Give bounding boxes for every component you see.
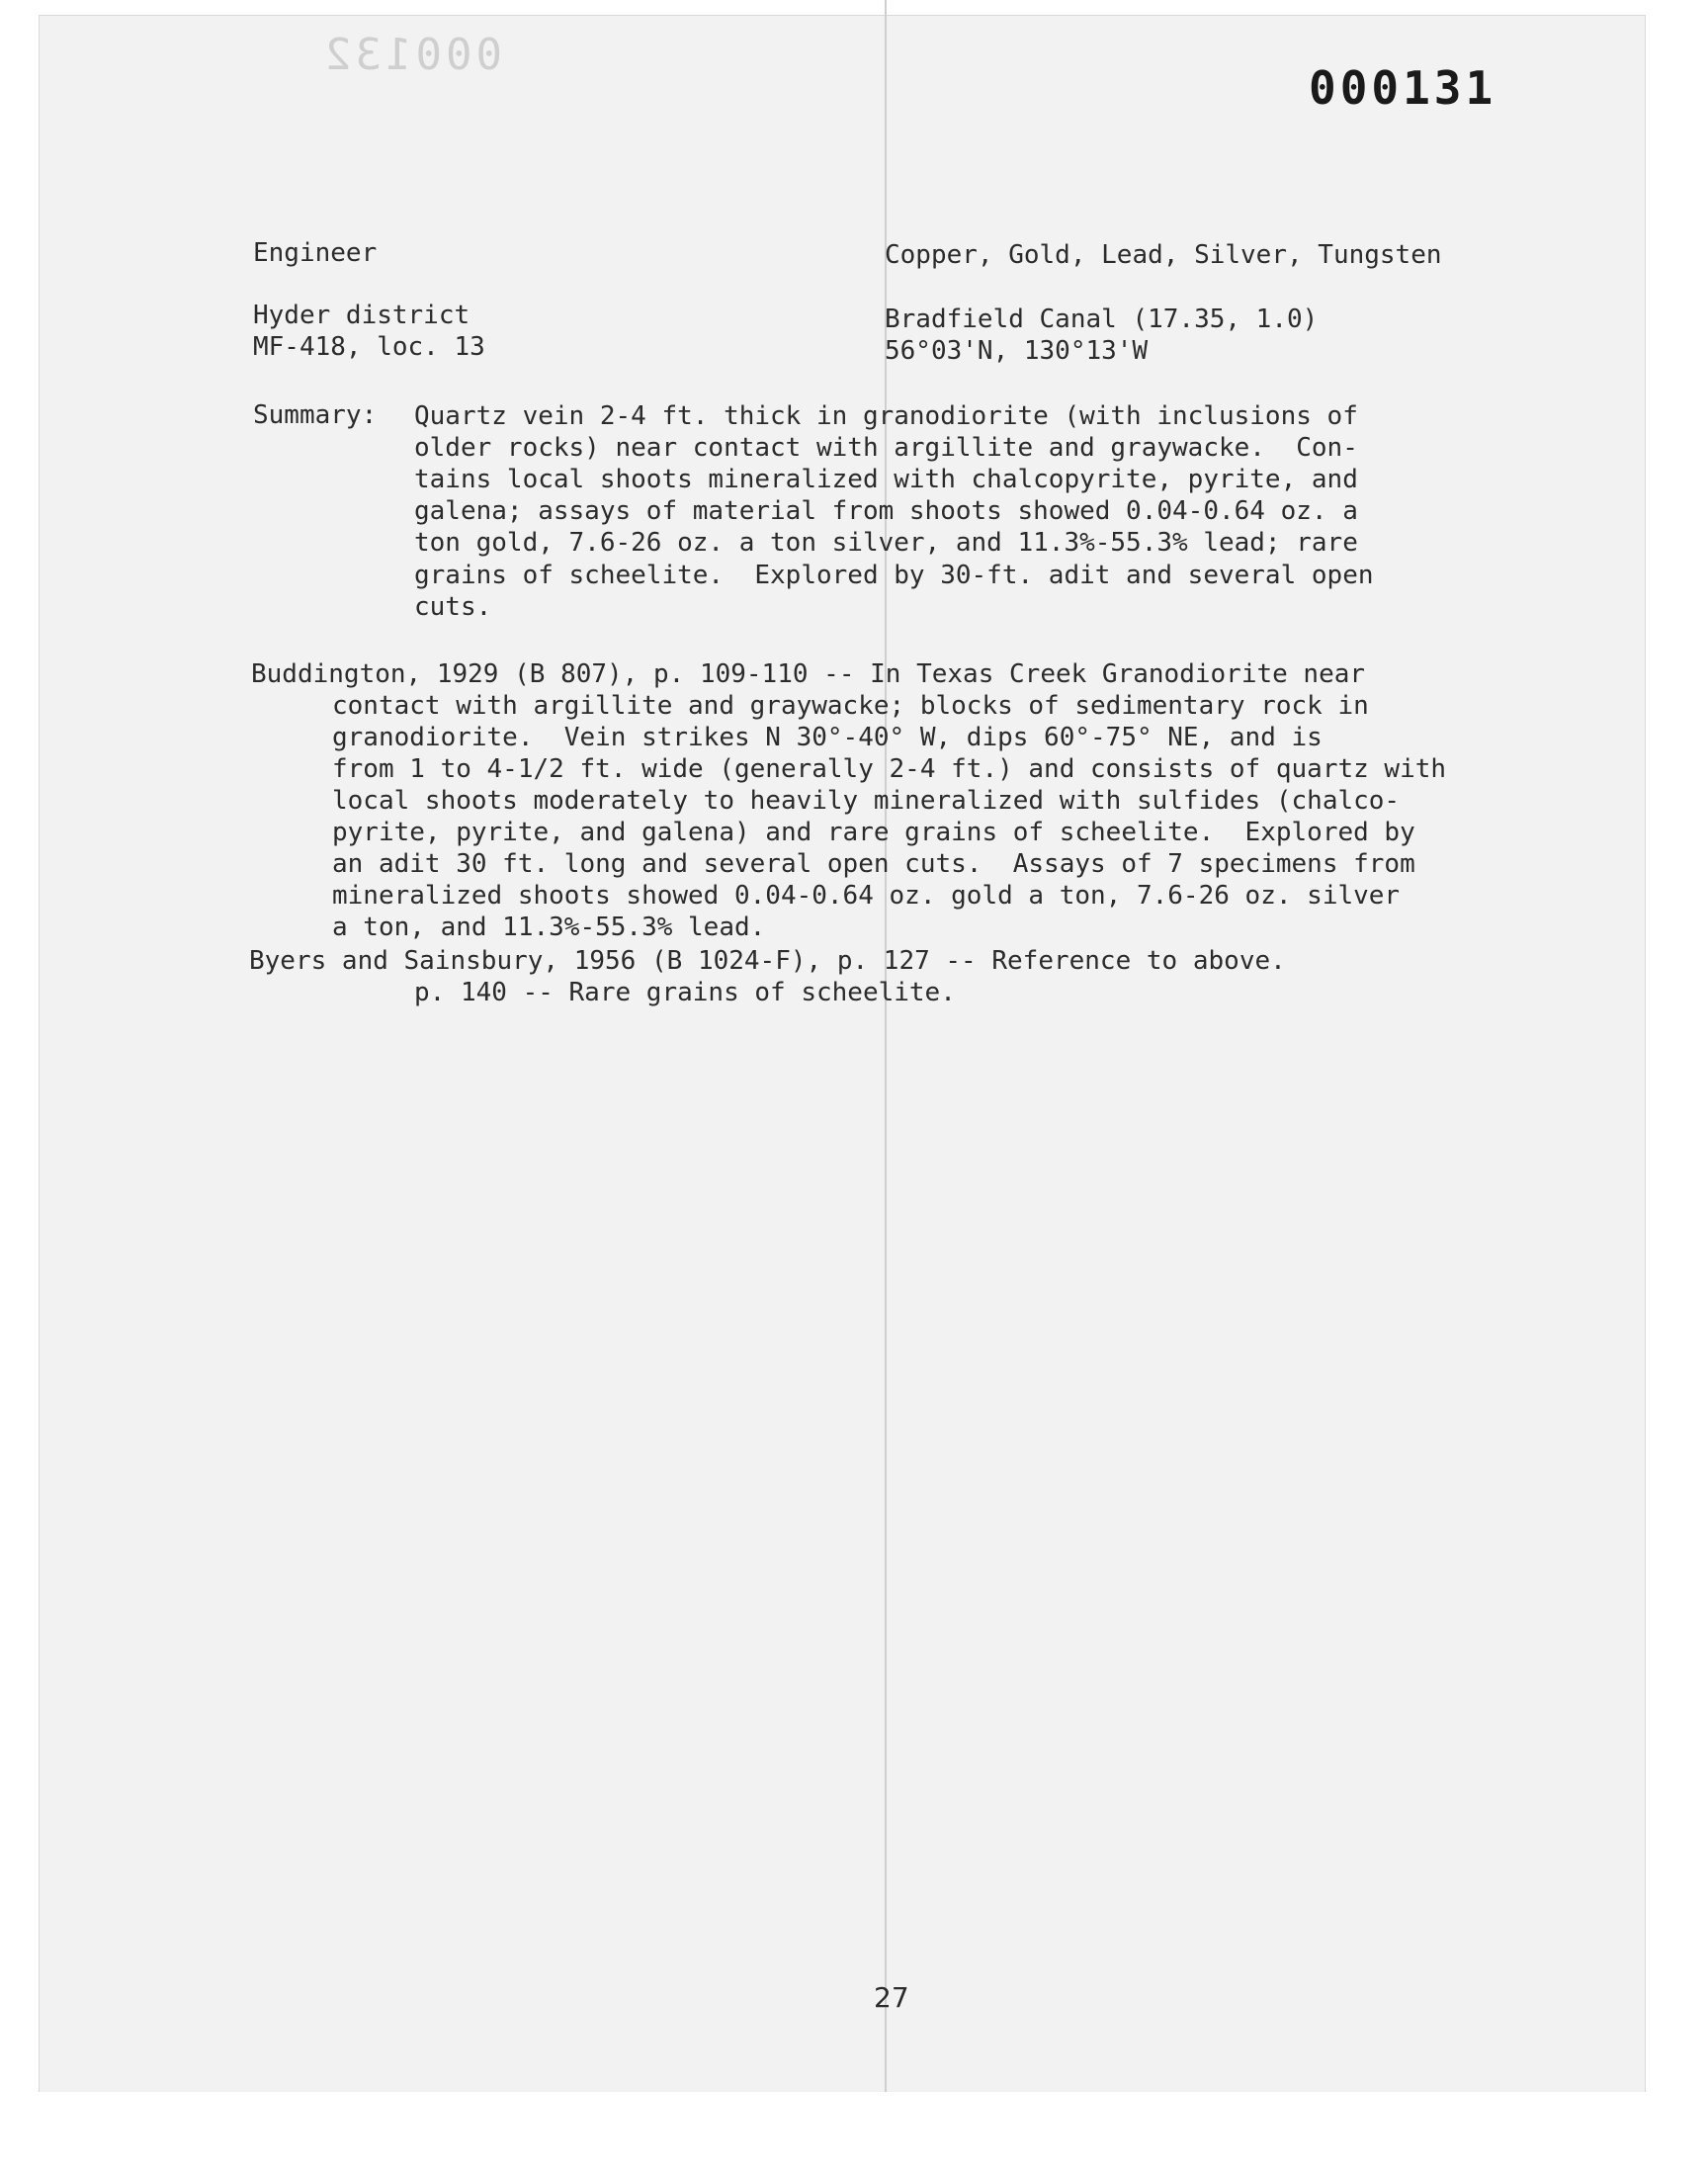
summary-line: galena; assays of material from shoots showed 0.04-0.64 oz. a — [414, 496, 1358, 526]
commodities: Copper, Gold, Lead, Silver, Tungsten — [885, 240, 1442, 270]
reference-line: pyrite, pyrite, and galena) and rare grains of scheelite. Explored by — [332, 818, 1415, 847]
summary-line: grains of scheelite. Explored by 30-ft. adit and several open — [414, 561, 1374, 590]
reference-line: a ton, and 11.3%-55.3% lead. — [332, 913, 766, 942]
quadrangle: Bradfield Canal (17.35, 1.0) — [885, 304, 1319, 334]
map-reference: MF-418, loc. 13 — [253, 332, 485, 362]
district: Hyder district — [253, 301, 470, 330]
reference-line: an adit 30 ft. long and several open cuts. Assays of 7 specimens from — [332, 849, 1415, 879]
summary-line: Quartz vein 2-4 ft. thick in granodiorite (with inclusions of — [414, 401, 1358, 431]
deposit-name: Engineer — [253, 238, 378, 268]
reference-citation: Byers and Sainsbury, 1956 (B 1024-F), p. 127 -- Reference to above. — [249, 946, 1286, 976]
reference-citation: Buddington, 1929 (B 807), p. 109-110 -- In Texas Creek Granodiorite near — [251, 659, 1366, 689]
mirrored-record-stamp: 000132 — [321, 30, 502, 80]
reference-line: mineralized shoots showed 0.04-0.64 oz. gold a ton, 7.6-26 oz. silver — [332, 881, 1401, 911]
reference-line: p. 140 -- Rare grains of scheelite. — [414, 978, 956, 1007]
reference-line: granodiorite. Vein strikes N 30°-40° W, dips 60°-75° NE, and is — [332, 723, 1323, 752]
summary-line: ton gold, 7.6-26 oz. a ton silver, and 11.3%-55.3% lead; rare — [414, 528, 1358, 558]
summary-line: older rocks) near contact with argillite and graywacke. Con- — [414, 433, 1358, 463]
reference-line: contact with argillite and graywacke; blocks of sedimentary rock in — [332, 691, 1369, 721]
reference-line: local shoots moderately to heavily mineralized with sulfides (chalco- — [332, 786, 1401, 816]
page-number: 27 — [874, 1981, 909, 2014]
record-number-stamp: 000131 — [1309, 61, 1497, 115]
reference-line: from 1 to 4-1/2 ft. wide (generally 2-4 ft.) and consists of quartz with — [332, 754, 1447, 784]
summary-label: Summary: — [253, 400, 378, 430]
coordinates: 56°03'N, 130°13'W — [885, 336, 1149, 366]
summary-line: cuts. — [414, 592, 492, 622]
scan-margin — [0, 2092, 1708, 2175]
summary-line: tains local shoots mineralized with chalcopyrite, pyrite, and — [414, 465, 1358, 494]
